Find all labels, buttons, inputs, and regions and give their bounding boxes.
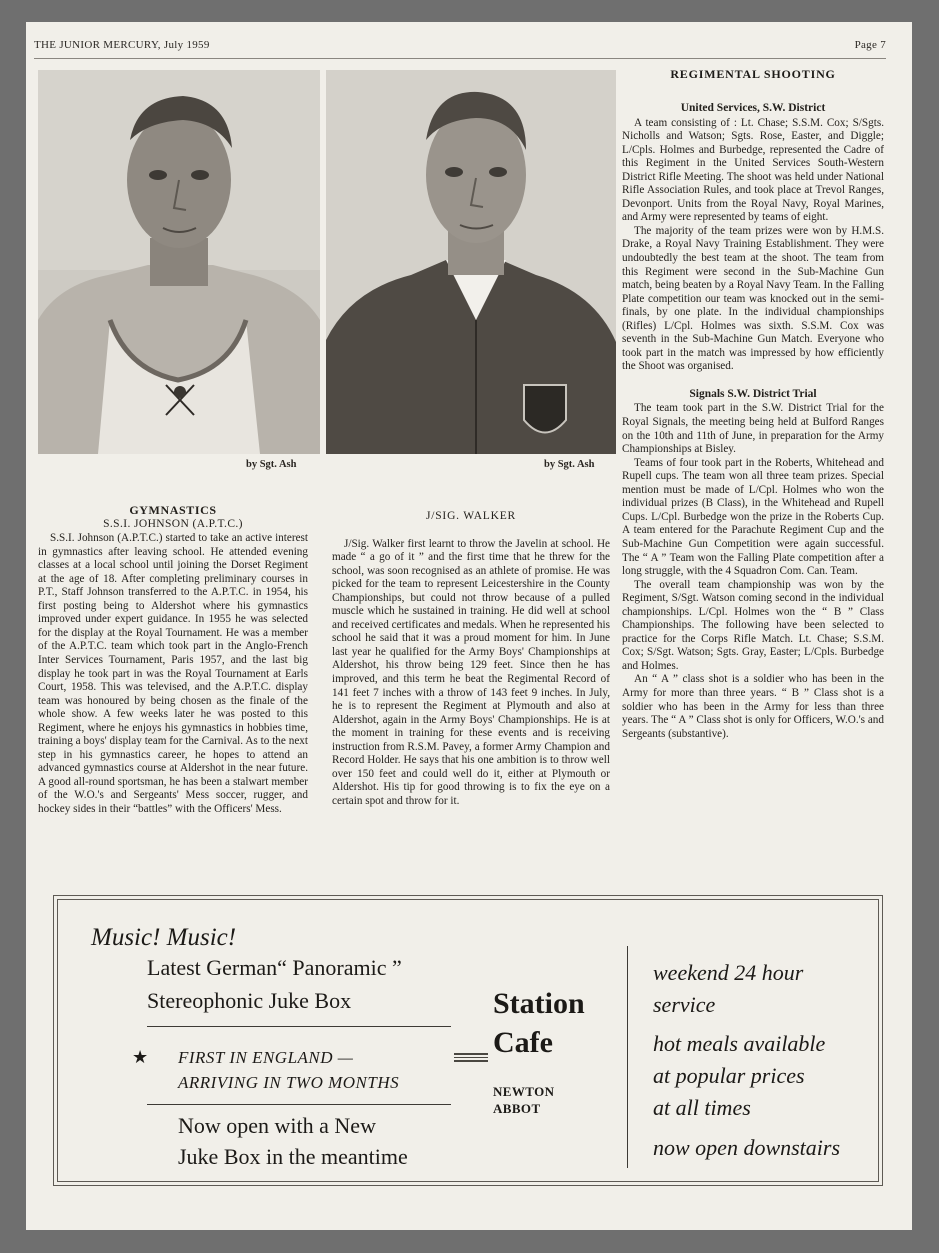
advert-vertical-rule (627, 946, 628, 1168)
photo-credit-left: by Sgt. Ash (246, 459, 297, 470)
advert-newton: NEWTON (493, 1084, 555, 1099)
photo-gymnast-image (38, 70, 320, 454)
article-walker (332, 510, 610, 808)
gymnastics-heading: GYMNASTICS (129, 503, 217, 517)
advert-abbot: ABBOT (493, 1101, 541, 1116)
advert-jukebox-line-2: Stereophonic Juke Box (147, 988, 352, 1013)
header-rule (34, 58, 886, 59)
united-services-paragraph-1: A team consisting of : Lt. Chase; S.S.M. Cox; S/Sgts. Nicholls and Watson; Sgts. Rose, Easter, and Diggle; L/Cpls. Holmes and Burbedge, represented the Cadre of this Regiment in the United Services South-Western District Rifle Meeting. The shoot was held under National Rifle Association Rules, and took place at Trevol Ranges, Devonport. Units from the Royal Navy, Royal Marines, and Army were represented by teams of eight. (622, 116, 884, 224)
advert-cafe: Cafe (493, 1026, 553, 1059)
magazine-page (26, 22, 912, 1230)
photo-walker (326, 70, 616, 454)
walker-heading: J/SIG. WALKER (425, 510, 517, 522)
advert-right-line-2: service (653, 992, 716, 1017)
gymnastics-subheading: S.S.I. JOHNSON (A.P.T.C.) (103, 517, 243, 530)
advert-rule-upper (147, 1026, 451, 1027)
advert-now-open-line-1: Now open with a New (178, 1113, 376, 1138)
article-shooting (622, 102, 884, 741)
advert-right-line-4: at popular prices (653, 1063, 805, 1088)
advert-right-line-5: at all times (653, 1095, 751, 1120)
advert-right-line-6: now open downstairs (653, 1135, 841, 1160)
running-header (34, 39, 886, 55)
star-icon: ★ (132, 1047, 149, 1067)
publication-title: THE JUNIOR MERCURY, July 1959 (34, 39, 210, 51)
advert-music-heading: Music! Music! (91, 924, 237, 951)
signals-paragraph-1: The team took part in the S.W. District Trial for the Royal Signals, the meeting being held at Bulford Ranges on the 10th and 11th of June, in preparation for the Army Championships at Bisley. (622, 402, 884, 456)
advert-arriving: ARRIVING IN TWO MONTHS (178, 1073, 400, 1092)
united-services-paragraph-2: The majority of the team prizes were won by H.M.S. Drake, a Royal Navy Training Establishment. They were undoubtedly the best team at the shoot. The team from this Regiment were second in the Sub-Machine Gun match, being beaten by a Royal Navy Team. In the Falling Plate competition our team was knocked out in the semi-finals, by one plate. In the individual championships (Rifles) L/Cpl. Holmes was sixth. S.S.M. Cox was seventh in the Sub-Machine Gun Match. Everyone who took part in the match was impressed by how efficiently the Shoot was organised. (622, 224, 884, 373)
advert-now-open-line-2: Juke Box in the meantime (178, 1144, 408, 1169)
page-number: Page 7 (854, 39, 886, 51)
article-gymnastics (38, 504, 308, 817)
shooting-heading: REGIMENTAL SHOOTING (670, 67, 836, 81)
walker-body: J/Sig. Walker first learnt to throw the Javelin at school. He made “ a go of it ” and the first time that he threw for the school, was soon recognised as an athlete of promise. He was picked for the team to represent Leicestershire in the County Championships, but could not throw because of a pulled muscle which he sustained in training. He did well at school and received certificates and medals. When he represented his school he said that it was a proud moment for him. In June last year he qualified for the Army Boys' Championships at Aldershot, his throw being 129 feet. Since then he has improved, and this term he beat the Regimental Record of 141 feet 7 inches with a throw of 143 feet 9 inches. In July, he is to represent the Regiment at Plymouth and also at Aldershot, again in the Army Boys' Championships. He is at the moment in training for these events and is receiving instruction from R.S.M. Pavey, a former Army Champion and Record Holder. He says that his one ambition is to throw well over 150 feet and could well do it, either at Plymouth or Aldershot. His tip for good throwing is to fix the eye on a certain spot and throw for it. (332, 537, 610, 807)
photo-walker-image (326, 70, 616, 454)
advert-first-in-england: FIRST IN ENGLAND — (178, 1048, 354, 1067)
station-cafe-advert (57, 899, 879, 1182)
united-services-heading: United Services, S.W. District (680, 102, 826, 114)
advert-right-line-3: hot meals available (653, 1031, 826, 1056)
advert-jukebox-line-1: Latest German“ Panoramic ” (147, 955, 402, 980)
photo-credit-right: by Sgt. Ash (544, 459, 595, 470)
signals-paragraph-3: The overall team championship was won by the Regiment, S/Sgt. Watson coming second in the individual championships. L/Cpl. Holmes won the “ B ” Class Championships. The following have been selected to practice for the Corps Rifle Match. Lt. Chase; S.S.M. Cox; S/Sgt. Watson; Sgts. Gray, Easter; L/Cpls. Burbedge and Holmes. (622, 578, 884, 672)
advert-rule-lower (147, 1104, 451, 1105)
signals-paragraph-2: Teams of four took part in the Roberts, Whitehead and Rupell cups. The team won all three team prizes. Special mention must be made of L/Cpl. Holmes who won the individual prizes (B Class), in the Whitehead and Rupell Cups. L/Cpl. Burbedge won the prize in the Roberts Cup. A team entered for the Parachute Regiment Cup and the Sub-Machine Gun Competition were again successful. The “ A ” Team won the Falling Plate competition after a long struggle, with the 4 Squadron Com. Can. Team. (622, 456, 884, 578)
signals-paragraph-4: An “ A ” class shot is a soldier who has been in the Army for more than three years. “ B ” Class shot is a soldier who has been in the Army for less than three years. The “ A ” Class shot is only for Officers, W.O.'s and Sergeants (substantive). (622, 673, 884, 740)
photo-gymnast (38, 70, 320, 454)
signals-heading: Signals S.W. District Trial (689, 387, 817, 400)
advert-station: Station (493, 987, 585, 1020)
advert-right-line-1: weekend 24 hour (653, 960, 804, 985)
gymnastics-body: S.S.I. Johnson (A.P.T.C.) started to take an active interest in gymnastics after leaving school. He attended evening classes at a local school until joining the Dorset Regiment at the age of 18. After completing preliminary courses in P.T., Staff Johnson transferred to the A.P.T.C. in 1954, his first posting being to Aldershot where his gymnastics improved under expert guidance. In 1955 he was selected for the display at the Royal Tournament. He was a member of the A.P.T.C. team which took part in the Anglo-French Inter Services Tournament, Paris 1957, and the last big display he took part in was the Royal Tournament at Earls Court, 1958. This was televised, and the A.P.T.C. display team was honoured by being chosen as the finale of the whole show. A few weeks later he was posted to this Regiment, where he enjoys his gymnastics in hobbies time, training a boys' display team for the Carnival. As to the next step in his gymnastics career, he hopes to attend an advanced gymnastics course at Aldershot in the near future. A good all-round sportsman, he has been a stalwart member of the W.O.'s and Sergeants' Mess soccer, rugger, and hockey sides in their “battles” with the Officers' Mess. (38, 532, 308, 816)
advert-bars-ornament (454, 1053, 488, 1062)
